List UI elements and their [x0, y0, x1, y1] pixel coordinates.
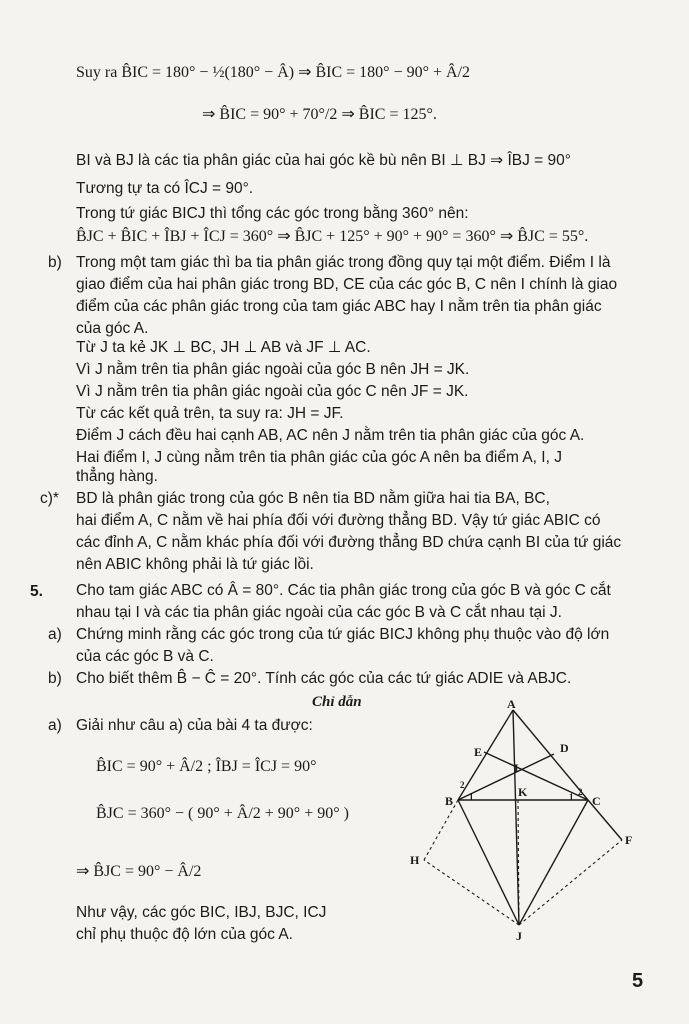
label-angle-b2: 2 [460, 780, 465, 790]
line-p5-1: Cho tam giác ABC có Â = 80°. Các tia phân giác trong của góc B và góc C cắt [76, 582, 611, 599]
marker-b5: b) [48, 670, 62, 687]
marker-hint-a: a) [48, 717, 62, 734]
line-b4-10: Hai điểm I, J cùng nằm trên tia phân giác của góc A nên ba điểm A, I, J [76, 449, 562, 466]
line-c4-1: BD là phân giác trong của góc B nên tia BD nằm giữa hai tia BA, BC, [76, 490, 550, 507]
page-number: 5 [632, 970, 644, 992]
problem-5-number: 5. [30, 583, 43, 600]
line-hint-conclusion-1: Như vậy, các góc BIC, IBJ, BJC, ICJ [76, 904, 327, 921]
hint-heading: Chỉ dẫn [312, 694, 362, 710]
triangle-figure [396, 700, 656, 960]
line-hint-bic: B̂IC = 90° + Â/2 ; ÎBJ = ÎCJ = 90° [96, 758, 317, 775]
line-hint-conclusion-2: chỉ phụ thuộc độ lớn của góc A. [76, 926, 293, 943]
line-b4-5: Từ J ta kẻ JK ⊥ BC, JH ⊥ AB và JF ⊥ AC. [76, 339, 371, 356]
label-angle-c1: 1 [569, 792, 574, 802]
line-sum-360: B̂JC + B̂IC + ÎBJ + ÎCJ = 360° ⇒ B̂JC + 125° + 90° + 90° = 360° ⇒ B̂JC = 55°. [76, 228, 589, 245]
label-j: J [516, 929, 522, 943]
line-suy-ra: Suy ra B̂IC = 180° − ½(180° − Â) ⇒ B̂IC = 180° − 90° + Â/2 [76, 64, 471, 81]
label-e: E [474, 745, 483, 759]
label-angle-b1: 1 [469, 792, 474, 802]
line-p5-2: nhau tại I và các tia phân giác ngoài của các góc B và C cắt nhau tại J. [76, 604, 562, 621]
line-b4-7: Vì J nằm trên tia phân giác ngoài của góc C nên JF = JK. [76, 383, 469, 400]
label-angle-c2: 2 [578, 787, 583, 797]
line-b4-1: Trong một tam giác thì ba tia phân giác trong đồng quy tại một điểm. Điểm I là [76, 254, 611, 271]
line-b4-2: giao điểm của hai phân giác trong BD, CE của các góc B, C nên I chính là giao [76, 276, 618, 293]
line-hint-bjc: B̂JC = 360° − ( 90° + Â/2 + 90° + 90° ) [96, 805, 349, 822]
line-b4-4: của góc A. [76, 320, 149, 337]
line-b4-8: Từ các kết quả trên, ta suy ra: JH = JF. [76, 405, 344, 422]
line-icj: Tương tự ta có ÎCJ = 90°. [76, 180, 254, 197]
segment-cj [519, 800, 588, 925]
dashed-bh [424, 800, 458, 860]
label-h: H [410, 853, 420, 867]
line-bic-125: ⇒ B̂IC = 90° + 70°/2 ⇒ B̂IC = 125°. [202, 106, 437, 123]
dashed-jf [519, 840, 622, 925]
line-b4-11: thẳng hàng. [76, 468, 158, 485]
line-c4-2: hai điểm A, C nằm về hai phía đối với đường thẳng BD. Vậy tứ giác ABIC có [76, 512, 601, 529]
line-b5-1: Cho biết thêm B̂ − Ĉ = 20°. Tính các góc của các tứ giác ADIE và ABJC. [76, 670, 572, 687]
label-d: D [560, 741, 569, 755]
line-c4-4: nên ABIC không phải là tứ giác lồi. [76, 556, 314, 573]
label-k: K [518, 785, 528, 799]
line-a5-2: của các góc B và C. [76, 648, 214, 665]
marker-c4: c)* [40, 490, 59, 507]
line-b4-9: Điểm J cách đều hai cạnh AB, AC nên J nằm trên tia phân giác của góc A. [76, 427, 585, 444]
marker-a5: a) [48, 626, 62, 643]
line-b4-3: điểm của các phân giác trong của tam giác ABC hay I nằm trên tia phân giác [76, 298, 602, 315]
line-bi-bj: BI và BJ là các tia phân giác của hai góc kề bù nên BI ⊥ BJ ⇒ ÎBJ = 90° [76, 152, 571, 169]
dashed-jh [424, 860, 519, 925]
line-c4-3: các đỉnh A, C nằm khác phía đối với đường thẳng BD chứa cạnh BI của tứ giác [76, 534, 622, 551]
line-a5-1: Chứng minh rằng các góc trong của tứ giác BICJ không phụ thuộc vào độ lớn [76, 626, 610, 643]
segment-bj [458, 800, 519, 925]
line-aj [513, 710, 519, 925]
label-i: I [514, 761, 519, 775]
line-hint-result: ⇒ B̂JC = 90° − Â/2 [76, 863, 202, 880]
line-tu-giac-bicj: Trong tứ giác BICJ thì tổng các góc trong bằng 360° nên: [76, 205, 469, 222]
label-b: B [445, 794, 454, 808]
label-f: F [625, 833, 633, 847]
label-c: C [592, 794, 601, 808]
marker-b4: b) [48, 254, 62, 271]
label-a: A [507, 700, 516, 711]
line-hint-1: Giải như câu a) của bài 4 ta được: [76, 717, 313, 734]
line-b4-6: Vì J nằm trên tia phân giác ngoài của góc B nên JH = JK. [76, 361, 470, 378]
